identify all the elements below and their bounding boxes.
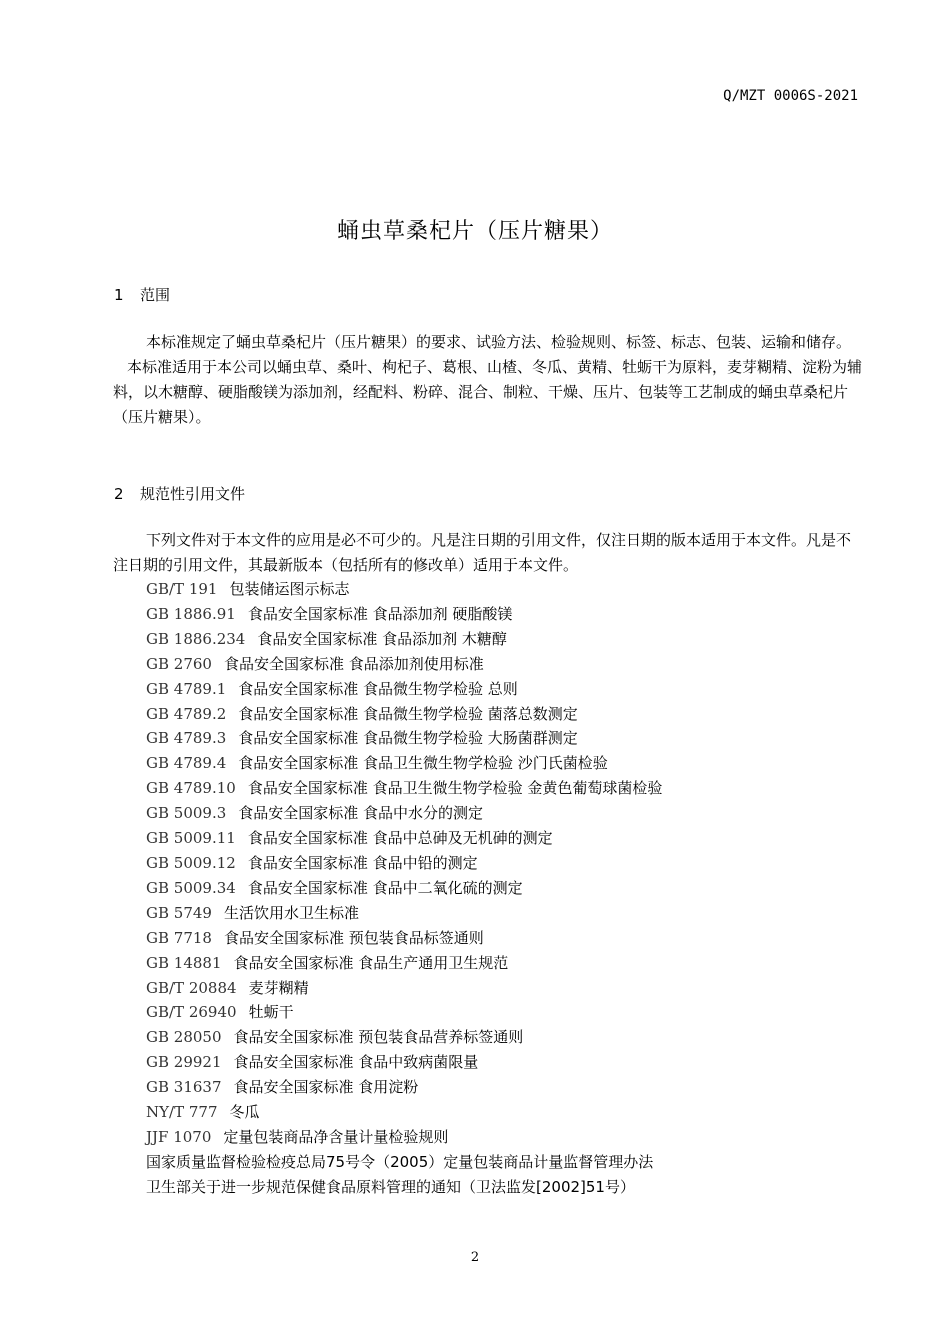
standard-number: Q/MZT 0006S-2021 xyxy=(723,88,858,104)
reference-item xyxy=(146,627,662,652)
section-title: 规范性引用文件 xyxy=(140,485,246,503)
section-2-heading xyxy=(114,483,245,504)
reference-item xyxy=(146,901,662,926)
reference-item xyxy=(146,1025,662,1050)
reference-code: GB/T 20884 xyxy=(146,978,237,997)
paragraph: 本标准规定了蛹虫草桑杞片（压片糖果）的要求、试验方法、检验规则、标签、标志、包装、运输和储存。 xyxy=(146,333,852,351)
reference-code: GB 1886.91 xyxy=(146,604,236,623)
reference-code: GB 1886.234 xyxy=(146,629,246,648)
reference-item xyxy=(146,926,662,951)
reference-item xyxy=(146,851,662,876)
reference-title: 食品安全国家标准 食品生产通用卫生规范 xyxy=(233,953,509,972)
reference-title: 食品安全国家标准 食品添加剂 硬脂酸镁 xyxy=(247,604,513,623)
section-title: 范围 xyxy=(140,286,171,304)
reference-title: 食品安全国家标准 食品添加剂 木糖醇 xyxy=(257,629,507,648)
reference-code: GB/T 26940 xyxy=(146,1003,237,1022)
reference-item xyxy=(146,1075,662,1100)
reference-title: 食品安全国家标准 食品中总砷及无机砷的测定 xyxy=(247,829,553,848)
reference-item xyxy=(146,1050,662,1075)
reference-code: GB 29921 xyxy=(146,1053,222,1072)
reference-title: 生活饮用水卫生标准 xyxy=(223,903,359,922)
reference-code: GB 4789.4 xyxy=(146,754,227,773)
paragraph: 本标准适用于本公司以蛹虫草、桑叶、枸杞子、葛根、山楂、冬瓜、黄精、牡蛎干为原料，麦芽糊精、淀粉为辅料，以木糖醇、硬脂酸镁为添加剂，经配料、粉碎、混合、制粒、干燥、压片、包装等工艺制成的蛹虫草桑杞片（压片糖果）。 xyxy=(113,358,863,426)
reference-title: 冬瓜 xyxy=(229,1103,260,1122)
paragraph: 下列文件对于本文件的应用是必不可少的。凡是注日期的引用文件，仅注日期的版本适用于本文件。凡是不注日期的引用文件，其最新版本（包括所有的修改单）适用于本文件。 xyxy=(113,531,852,574)
reference-list xyxy=(146,577,662,1200)
reference-code: NY/T 777 xyxy=(146,1103,218,1122)
reference-code: GB 5009.34 xyxy=(146,878,236,897)
reference-item xyxy=(146,577,662,602)
section-1-body xyxy=(113,330,863,430)
reference-title: 食品安全国家标准 食品微生物学检验 总则 xyxy=(238,679,518,698)
reference-code: GB 14881 xyxy=(146,953,222,972)
page-number: 2 xyxy=(470,1250,480,1265)
reference-title: 食品安全国家标准 食品中二氧化硫的测定 xyxy=(247,878,523,897)
reference-title: 食品安全国家标准 食品添加剂使用标准 xyxy=(223,654,484,673)
reference-item xyxy=(146,602,662,627)
reference-code: GB 5749 xyxy=(146,903,212,922)
reference-code: GB 5009.3 xyxy=(146,804,227,823)
reference-code: GB 7718 xyxy=(146,928,212,947)
reference-code: GB 5009.11 xyxy=(146,829,236,848)
reference-item xyxy=(146,677,662,702)
reference-item xyxy=(146,652,662,677)
reference-item xyxy=(146,1150,662,1175)
reference-code: GB 5009.12 xyxy=(146,853,236,872)
reference-code: JJF 1070 xyxy=(146,1127,212,1146)
reference-title: 食品安全国家标准 食品中铅的测定 xyxy=(247,853,478,872)
section-1-heading xyxy=(114,284,170,305)
reference-item xyxy=(146,826,662,851)
reference-item xyxy=(146,751,662,776)
reference-item xyxy=(146,1125,662,1150)
reference-item xyxy=(146,1100,662,1125)
reference-item xyxy=(146,702,662,727)
reference-item xyxy=(146,951,662,976)
reference-title: 食品安全国家标准 食品中水分的测定 xyxy=(238,804,484,823)
reference-item xyxy=(146,876,662,901)
reference-title: 定量包装商品净含量计量检验规则 xyxy=(223,1127,449,1146)
reference-title: 食品安全国家标准 食用淀粉 xyxy=(233,1078,419,1097)
reference-item xyxy=(146,801,662,826)
reference-title: 国家质量监督检验检疫总局75号令（2005）定量包装商品计量监督管理办法 xyxy=(146,1152,654,1171)
reference-code: GB 28050 xyxy=(146,1028,222,1047)
section-number: 2 xyxy=(114,485,124,503)
reference-title: 食品安全国家标准 预包装食品标签通则 xyxy=(223,928,484,947)
reference-code: GB 31637 xyxy=(146,1078,222,1097)
document-title: 蛹虫草桑杞片（压片糖果） xyxy=(336,219,613,244)
reference-title: 食品安全国家标准 食品卫生微生物学检验 沙门氏菌检验 xyxy=(238,754,608,773)
reference-title: 食品安全国家标准 食品微生物学检验 菌落总数测定 xyxy=(238,704,578,723)
reference-title: 牡蛎干 xyxy=(248,1003,294,1022)
reference-code: GB 2760 xyxy=(146,654,212,673)
reference-code: GB 4789.2 xyxy=(146,704,227,723)
reference-title: 食品安全国家标准 食品微生物学检验 大肠菌群测定 xyxy=(238,729,578,748)
reference-item xyxy=(146,726,662,751)
reference-title: 食品安全国家标准 预包装食品营养标签通则 xyxy=(233,1028,524,1047)
reference-code: GB 4789.3 xyxy=(146,729,227,748)
reference-item xyxy=(146,1000,662,1025)
reference-code: GB/T 191 xyxy=(146,580,218,598)
reference-title: 食品安全国家标准 食品卫生微生物学检验 金黄色葡萄球菌检验 xyxy=(247,779,663,798)
reference-title: 麦芽糊精 xyxy=(248,978,309,997)
reference-item xyxy=(146,776,662,801)
reference-item xyxy=(146,1175,662,1200)
reference-code: GB 4789.1 xyxy=(146,679,227,698)
reference-code: GB 4789.10 xyxy=(146,779,236,798)
reference-title: 包装储运图示标志 xyxy=(229,580,350,598)
section-number: 1 xyxy=(114,286,124,304)
section-2-body xyxy=(113,528,863,578)
reference-item xyxy=(146,976,662,1001)
reference-title: 卫生部关于进一步规范保健食品原料管理的通知（卫法监发[2002]51号） xyxy=(146,1177,635,1196)
reference-title: 食品安全国家标准 食品中致病菌限量 xyxy=(233,1053,479,1072)
